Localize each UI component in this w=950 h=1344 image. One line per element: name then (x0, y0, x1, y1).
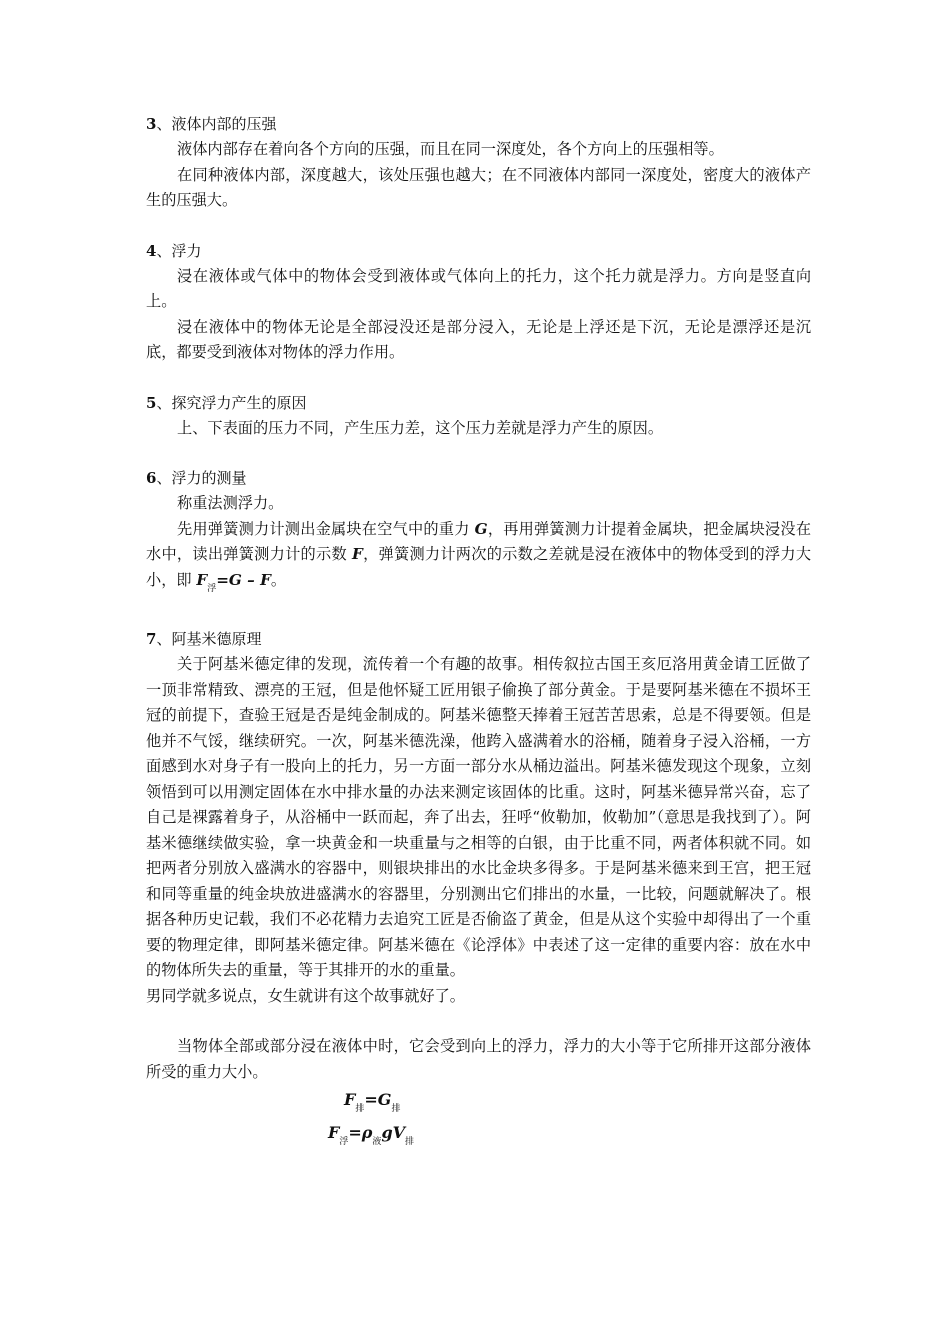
section-separator: 、 (156, 393, 172, 412)
symbol-gv: gV (381, 1123, 406, 1142)
paragraph: 上、下表面的压力不同，产生压力差，这个压力差就是浮力产生的原因。 (177, 418, 663, 437)
section-number: 3 (146, 115, 157, 133)
paragraph: 称重法测浮力。 (177, 494, 284, 512)
section-title: 浮力 (171, 241, 202, 260)
section-number: 5 (146, 393, 157, 412)
subscript: 排 (391, 1104, 401, 1114)
formula-buoyancy (328, 1121, 414, 1154)
section-5 (146, 391, 811, 442)
section-title: 探究浮力产生的原因 (171, 393, 307, 412)
paragraph: 浸在液体或气体中的物体会受到液体或气体向上的托力，这个托力就是浮力。方向是竖直向上。 (146, 266, 811, 310)
section-heading (146, 239, 811, 264)
section-number: 6 (146, 469, 157, 487)
text-run: ，再用弹簧测力计提着金属块，把金属块浸没在水中，读出弹簧测力计的示数 (146, 519, 812, 563)
equation-rhs: =G (364, 1090, 392, 1109)
equation-rhs: =ρ (348, 1123, 373, 1142)
section-3 (146, 112, 811, 214)
symbol-f: F (196, 570, 208, 589)
section-6 (146, 466, 811, 602)
story-paragraph: 关于阿基米德定律的发现，流传着一个有趣的故事。相传叙拉古国王亥厄洛用黄金请工匠做了一顶非常精致、漂亮的王冠，但是他怀疑工匠用银子偷换了部分黄金。于是要阿基米德在不损坏王冠的前提下，查验王冠是否是纯金制成的。阿基米德整天捧着王冠苦苦思索，总是不得要领。但是他并不气馁，继续研究。一次，阿基米德洗澡，他跨入盛满着水的浴桶，随着身子浸入浴桶，一方面感到水对身子有一股向上的托力，另一方面一部分水从桶边溢出。阿基米德发现这个现象，立刻领悟到可以用测定固体在水中排水量的办法来测定该固体的比重。这时，阿基米德异常兴奋，忘了自己是裸露着身子，从浴桶中一跃而起，奔了出去，狂呼“攸勒加，攸勒加”（意思是我找到了）。阿基米德继续做实验，拿一块黄金和一块重量与之相等的白银，由于比重不同，两者体积就不同。如把两者分别放入盛满水的容器中，则银块排出的水比金块多得多。于是阿基米德来到王宫，把王冠和同等重量的纯金块放进盛满水的容器里，分别测出它们排出的水量，一比较，问题就解决了。根据各种历史记载，我们不必花精力去追究工匠是否偷盗了黄金，但是从这个实验中却得出了一个重要的物理定律，即阿基米德定律。阿基米德在《论浮体》中表述了这一定律的重要内容：放在水中的物体所失去的重量，等于其排开的水的重量。 (146, 655, 811, 979)
symbol-f: F (352, 545, 363, 563)
section-title: 液体内部的压强 (171, 115, 277, 133)
section-separator: 、 (156, 630, 172, 648)
equation-rhs: =G – F (216, 570, 271, 589)
paragraph: 液体内部存在着向各个方向的压强，而且在同一深度处，各个方向上的压强相等。 (177, 140, 724, 158)
section-heading (146, 627, 811, 652)
section-title: 阿基米德原理 (171, 630, 262, 648)
paragraph: 浸在液体中的物体无论是全部浸没还是部分浸入，无论是上浮还是下沉，无论是漂浮还是沉底，都要受到液体对物体的浮力作用。 (146, 317, 811, 361)
symbol-g: G (474, 519, 488, 538)
paragraph: 在同种液体内部，深度越大，该处压强也越大；在不同液体内部同一深度处，密度大的液体产生的压强大。 (146, 165, 811, 209)
subscript: 浮 (207, 583, 217, 594)
subscript: 浮 (339, 1137, 349, 1147)
subscript: 排 (355, 1104, 365, 1114)
text-run: ，弹簧测力计两次的示数之差就是浸在液体中的物体受到的浮力大小，即 (146, 545, 812, 589)
section-separator: 、 (156, 469, 172, 487)
subscript: 液 (372, 1137, 382, 1147)
text-run: 。 (270, 570, 287, 589)
subscript: 排 (405, 1137, 415, 1147)
section-title: 浮力的测量 (171, 469, 247, 487)
section-separator: 、 (156, 115, 172, 133)
text-run: 先用弹簧测力计测出金属块在空气中的重力 (177, 519, 475, 538)
symbol-f: F (344, 1090, 356, 1109)
paragraph-measurement (146, 517, 811, 603)
formula-block (328, 1088, 414, 1154)
section-separator: 、 (156, 241, 172, 260)
section-heading (146, 112, 811, 137)
section-7 (146, 627, 811, 1085)
section-number: 7 (146, 630, 157, 648)
section-4 (146, 239, 811, 366)
principle-paragraph: 当物体全部或部分浸在液体中时，它会受到向上的浮力，浮力的大小等于它所排开这部分液体所受的重力大小。 (146, 1037, 811, 1081)
section-heading (146, 391, 811, 416)
section-heading (146, 466, 811, 491)
document-page (146, 112, 811, 1110)
teacher-note: 男同学就多说点，女生就讲有这个故事就好了。 (146, 986, 465, 1005)
formula-displaced-weight (328, 1088, 414, 1121)
section-number: 4 (146, 241, 157, 260)
symbol-f: F (328, 1123, 340, 1142)
